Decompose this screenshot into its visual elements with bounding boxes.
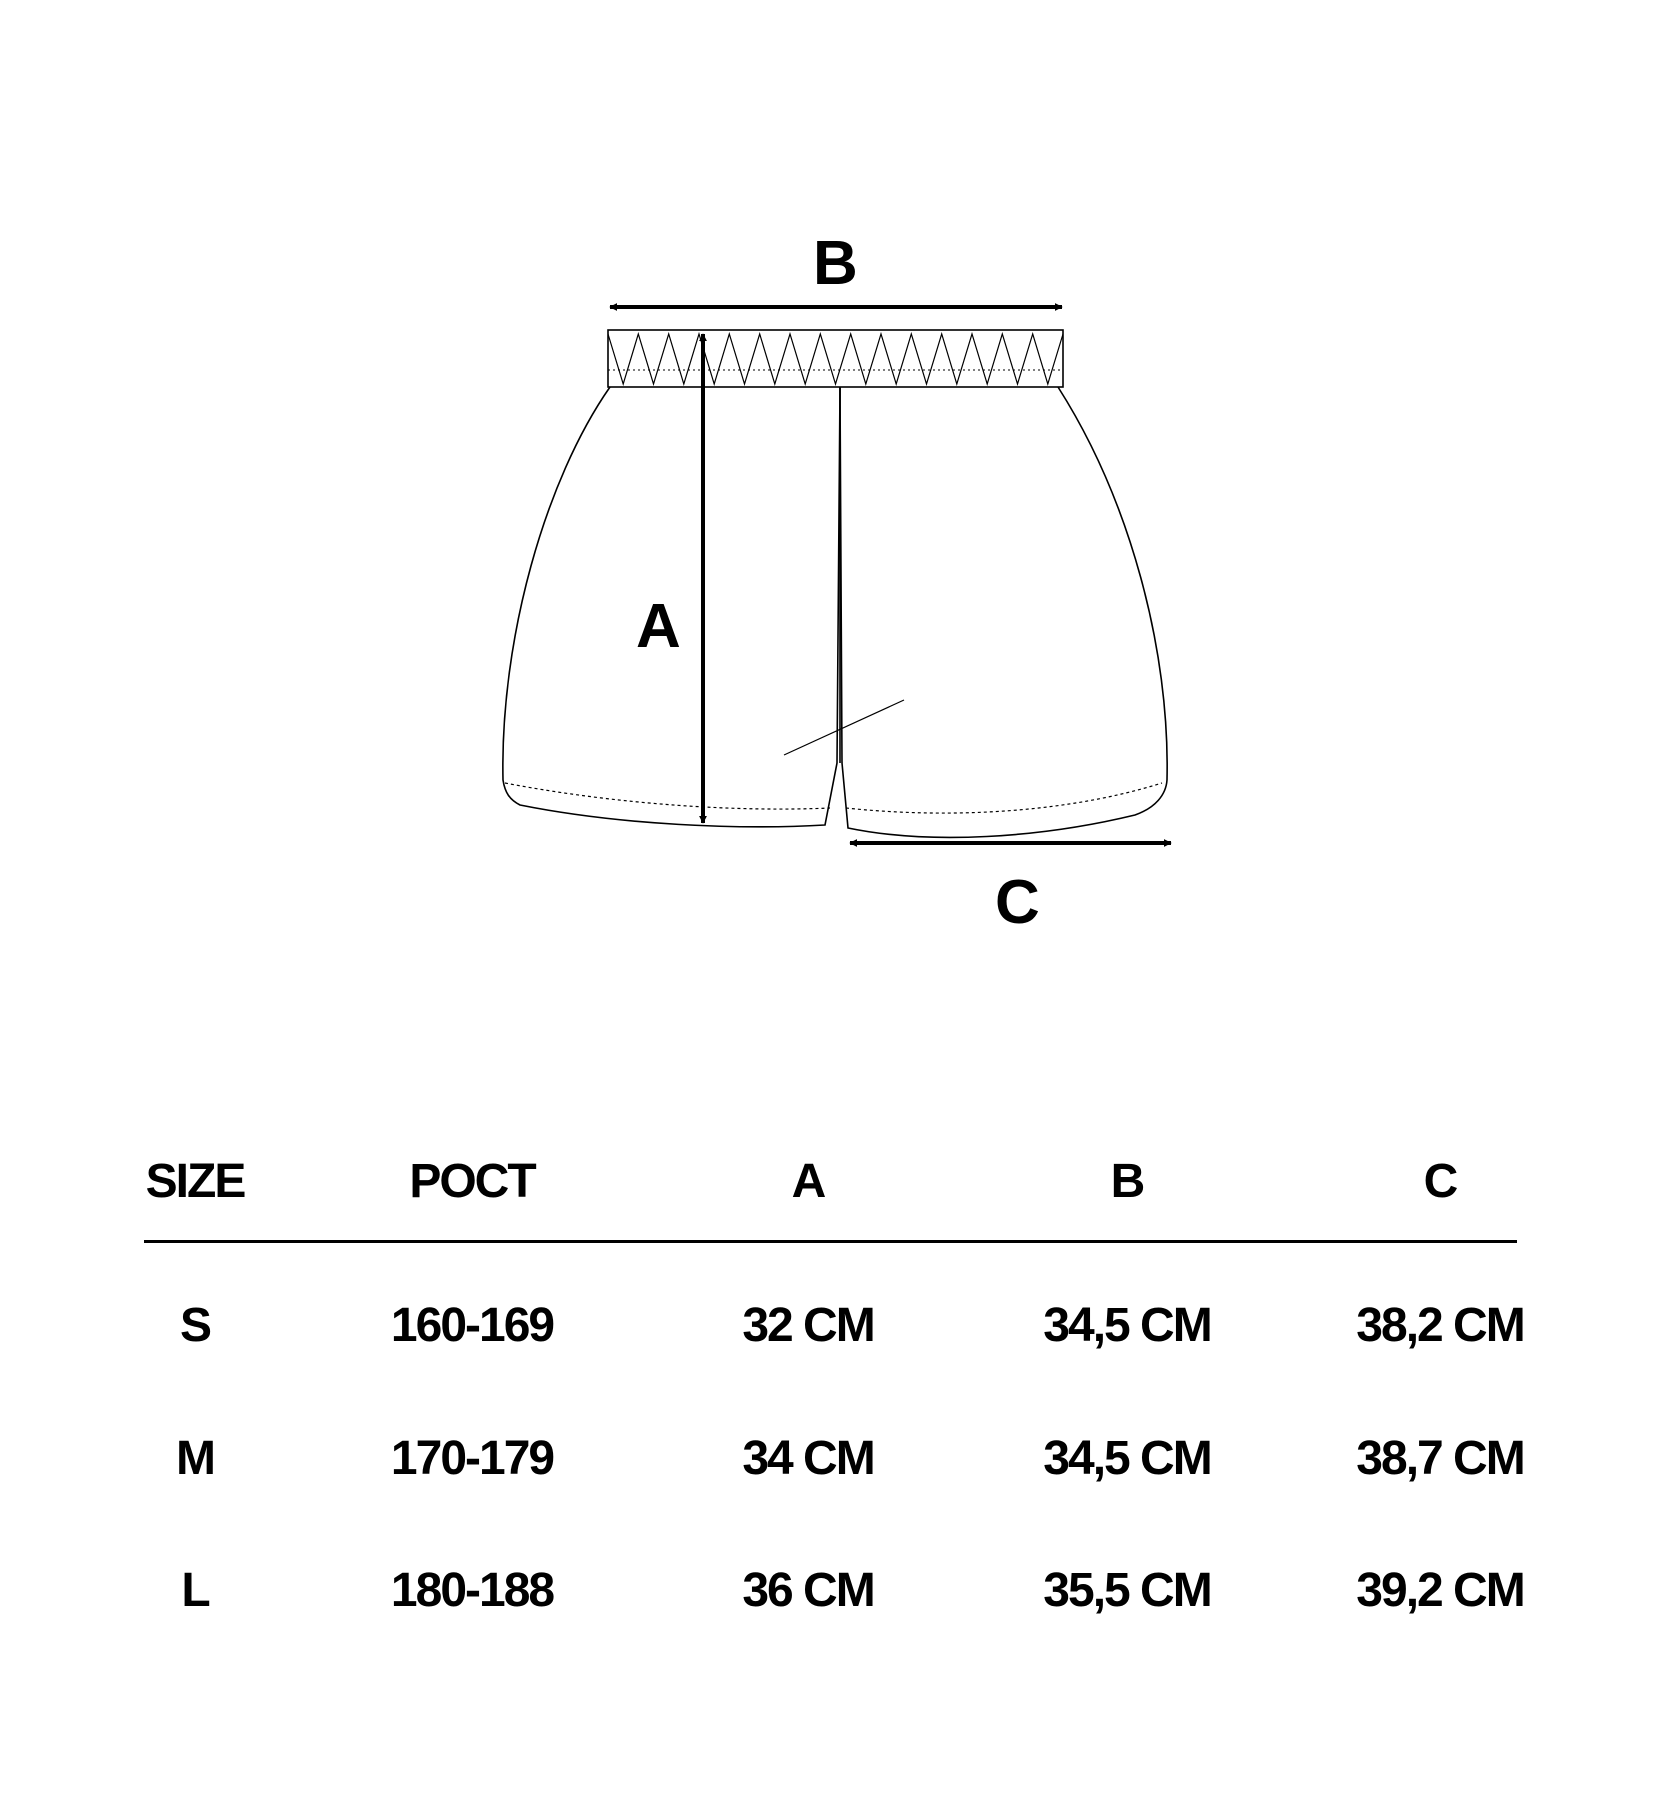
row-l-a: 36 CM xyxy=(742,1564,874,1617)
header-b: B xyxy=(1110,1155,1144,1208)
row-l-c: 39,2 CM xyxy=(1356,1564,1524,1617)
header-divider xyxy=(144,1240,1517,1243)
row-m-a: 34 CM xyxy=(742,1432,874,1485)
row-l-height: 180-188 xyxy=(390,1564,554,1617)
header-height: POCT xyxy=(409,1155,535,1208)
header-c: C xyxy=(1423,1155,1457,1208)
row-s-height: 160-169 xyxy=(390,1299,554,1352)
header-a: A xyxy=(791,1155,825,1208)
row-m-height: 170-179 xyxy=(390,1432,554,1485)
dimension-label-a: A xyxy=(636,592,680,661)
row-m-b: 34,5 CM xyxy=(1043,1432,1211,1485)
row-s-c: 38,2 CM xyxy=(1356,1299,1524,1352)
row-l-size: L xyxy=(181,1564,209,1617)
row-m-size: M xyxy=(176,1432,214,1485)
row-s-size: S xyxy=(179,1299,211,1352)
row-s-b: 34,5 CM xyxy=(1043,1299,1211,1352)
dimension-label-b: B xyxy=(813,229,857,298)
header-size: SIZE xyxy=(145,1155,245,1208)
row-s-a: 32 CM xyxy=(742,1299,874,1352)
dimension-label-c: C xyxy=(995,868,1039,937)
row-m-c: 38,7 CM xyxy=(1356,1432,1524,1485)
row-l-b: 35,5 CM xyxy=(1043,1564,1211,1617)
